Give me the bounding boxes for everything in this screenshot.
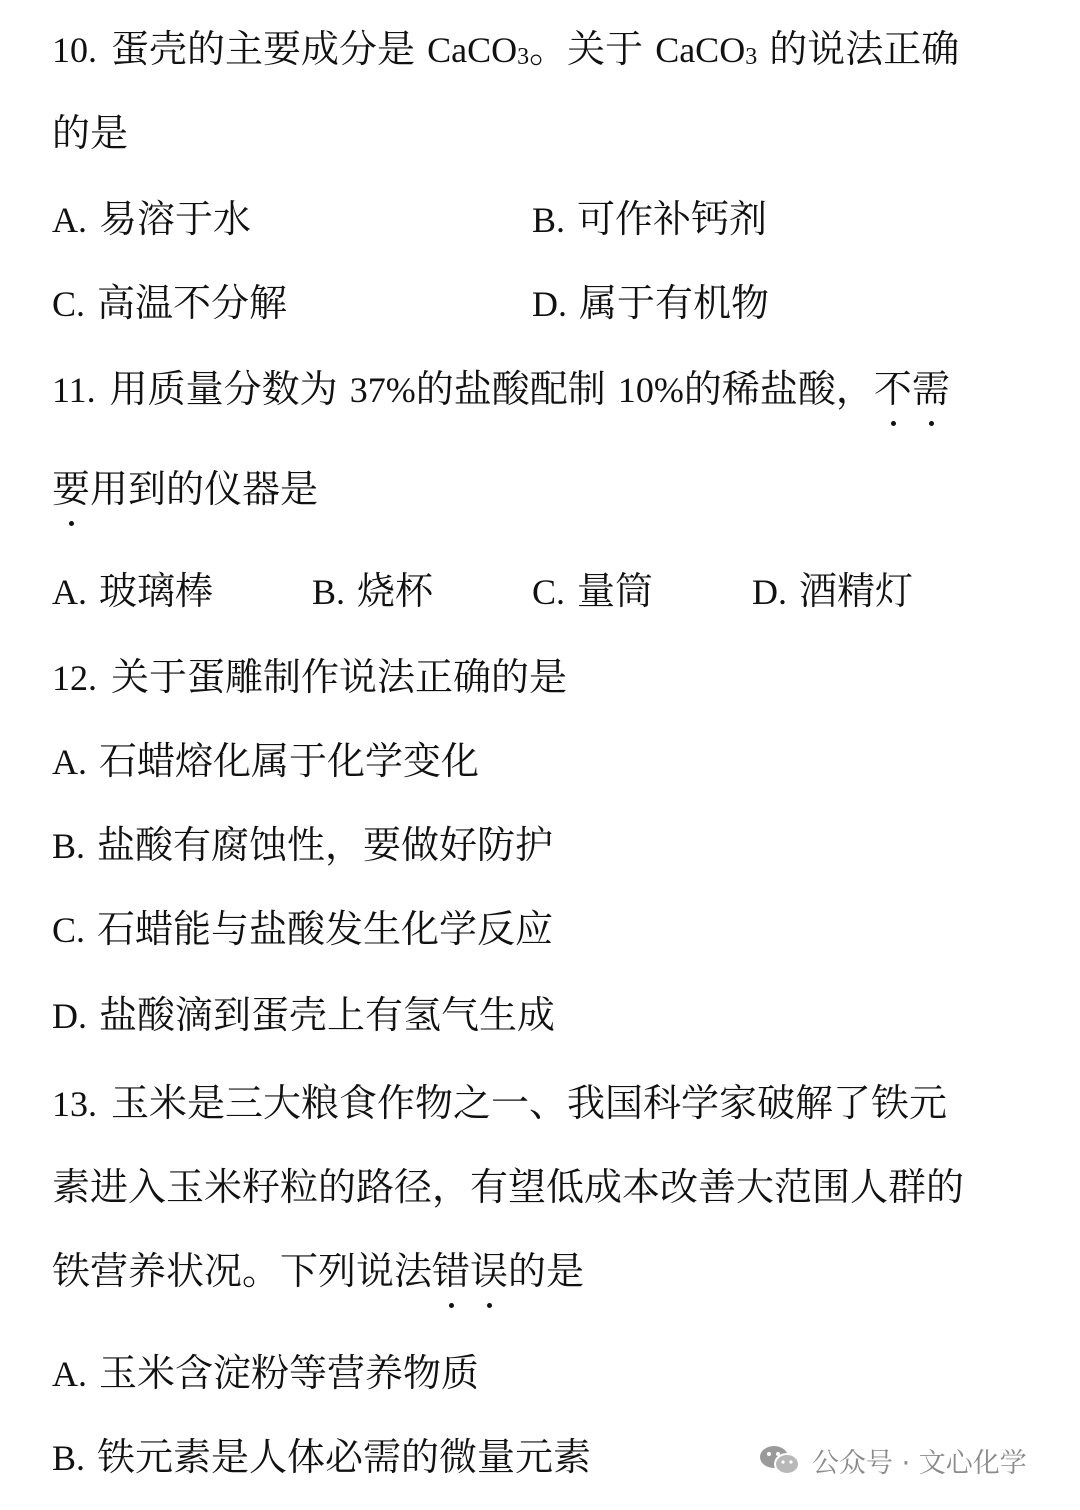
q11-stem-text-c: 的稀盐酸， xyxy=(683,367,874,411)
q10-formula2-sub: 3 xyxy=(745,44,758,70)
option-text: 酒精灯 xyxy=(799,569,914,613)
q12-stem xyxy=(52,654,567,701)
option-letter: A. xyxy=(52,1354,87,1394)
q10-stem-text-a: 蛋壳的主要成分是 xyxy=(111,27,428,71)
q13-emphasis-char: 误 xyxy=(470,1249,509,1293)
q10-formula1: CaCO xyxy=(427,30,518,70)
q11-stem-text-b: 的盐酸配制 xyxy=(415,367,618,411)
q11-number: 11. xyxy=(52,370,96,410)
q12-stem-text: 关于蛋雕制作说法正确的是 xyxy=(111,655,568,699)
q11-option-b[interactable] xyxy=(312,568,433,615)
q10-stem-line1 xyxy=(52,26,959,78)
q11-emphasis-char: 要 xyxy=(52,467,91,511)
option-text: 玻璃棒 xyxy=(99,569,214,613)
q10-option-a[interactable] xyxy=(52,196,251,243)
option-text: 量筒 xyxy=(577,569,654,613)
q11-stem-line2 xyxy=(52,466,318,512)
q13-stem-line1-text: 玉米是三大粮食作物之一、我国科学家破解了铁元 xyxy=(111,1081,948,1125)
option-letter: D. xyxy=(532,284,567,324)
option-letter: A. xyxy=(52,572,87,612)
q10-stem-line2: 的是 xyxy=(52,111,129,155)
q10-formula1-sub: 3 xyxy=(517,44,530,70)
q11-option-d[interactable] xyxy=(752,568,913,615)
option-letter: C. xyxy=(52,910,86,950)
q11-stem-text-a: 用质量分数为 xyxy=(109,367,350,411)
wechat-icon xyxy=(758,1443,802,1477)
q11-emphasis-char: 不 xyxy=(873,367,912,411)
q11-option-c[interactable] xyxy=(532,568,653,615)
q10-option-d[interactable] xyxy=(532,280,769,327)
option-text: 盐酸有腐蚀性，要做好防护 xyxy=(97,823,554,867)
option-text: 高温不分解 xyxy=(97,281,288,325)
option-text: 可作补钙剂 xyxy=(577,197,768,241)
q13-number: 13. xyxy=(52,1084,97,1124)
q13-stem-line2: 素进入玉米籽粒的路径，有望低成本改善大范围人群的 xyxy=(52,1165,965,1209)
q11-option-a[interactable] xyxy=(52,568,213,615)
option-text: 属于有机物 xyxy=(579,281,770,325)
q11-pct1: 37% xyxy=(349,370,416,410)
watermark-text: 公众号 · 文心化学 xyxy=(812,1447,1027,1479)
option-text: 石蜡熔化属于化学变化 xyxy=(99,739,480,783)
q11-stem-line1 xyxy=(52,366,950,413)
q10-number: 10. xyxy=(52,30,97,70)
q11-emphasis-char: 需 xyxy=(911,367,950,411)
q13-emphasis-char: 错 xyxy=(432,1249,471,1293)
q10-stem-text-c: 的说法正确 xyxy=(757,27,960,71)
option-text: 铁元素是人体必需的微量元素 xyxy=(97,1435,592,1479)
option-letter: D. xyxy=(52,996,87,1036)
option-letter: A. xyxy=(52,742,87,782)
q12-option-b[interactable] xyxy=(52,822,553,869)
q11-pct2: 10% xyxy=(617,370,684,410)
q10-formula2: CaCO xyxy=(655,30,746,70)
option-text: 石蜡能与盐酸发生化学反应 xyxy=(97,907,554,951)
q10-stem-text-b: 。关于 xyxy=(529,27,656,71)
q12-option-a[interactable] xyxy=(52,738,479,785)
option-text: 玉米含淀粉等营养物质 xyxy=(99,1351,480,1395)
option-text: 易溶于水 xyxy=(99,197,252,241)
option-letter: B. xyxy=(312,572,346,612)
q13-stem-line1 xyxy=(52,1080,947,1127)
q13-stem-line3 xyxy=(52,1248,584,1294)
q11-stem-line2-rest: 用到的仪器是 xyxy=(90,467,319,511)
option-letter: B. xyxy=(52,1438,86,1478)
option-text: 盐酸滴到蛋壳上有氢气生成 xyxy=(99,993,556,1037)
q13-option-b[interactable] xyxy=(52,1434,591,1481)
option-letter: B. xyxy=(532,200,566,240)
q12-number: 12. xyxy=(52,658,97,698)
q10-option-c[interactable] xyxy=(52,280,287,327)
q12-option-c[interactable] xyxy=(52,906,553,953)
option-letter: A. xyxy=(52,200,87,240)
option-text: 烧杯 xyxy=(357,569,434,613)
option-letter: D. xyxy=(752,572,787,612)
q13-option-a[interactable] xyxy=(52,1350,479,1397)
option-letter: C. xyxy=(532,572,566,612)
q12-option-d[interactable] xyxy=(52,992,555,1039)
option-letter: B. xyxy=(52,826,86,866)
q13-stem-line3-b: 的是 xyxy=(508,1249,585,1293)
option-letter: C. xyxy=(52,284,86,324)
q13-stem-line3-a: 铁营养状况。下列说法 xyxy=(52,1249,433,1293)
q10-option-b[interactable] xyxy=(532,196,767,243)
watermark xyxy=(758,1440,1027,1480)
